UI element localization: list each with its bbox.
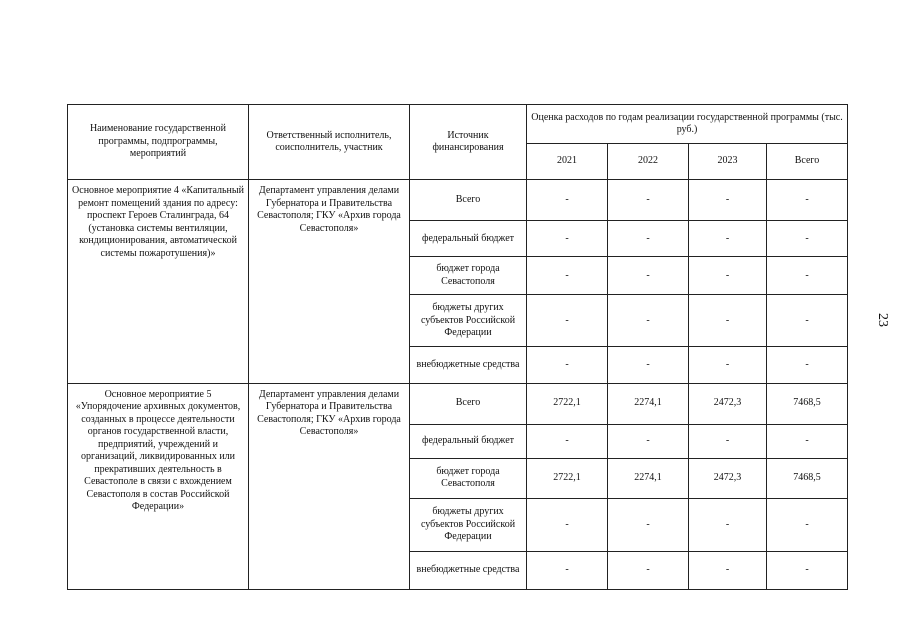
value-cell: - [767,257,848,295]
value-cell: - [689,498,767,551]
value-cell: - [689,424,767,458]
value-cell: - [767,498,848,551]
value-cell: - [767,424,848,458]
measure-name: Основное мероприятие 5 «Упорядочение архивных документов, созданных в процессе деятельности органов государственной власти, предприятий, учреждений и организаций, ликвидированных или прекративших деятельность в Севастополе в связи с вхождением Севастополя в состав Российской Федерации» [68,383,249,589]
header-year: 2023 [689,144,767,180]
funding-source: бюджеты других субъектов Российской Федерации [410,295,527,347]
value-cell: - [527,257,608,295]
value-cell: - [608,221,689,257]
measure-name: Основное мероприятие 4 «Капитальный ремонт помещений здания по адресу: проспект Героев Сталинграда, 64 (установка системы вентиляции, кондиционирования, автоматической системы пожаротушения)» [68,180,249,383]
value-cell: 2722,1 [527,458,608,498]
header-name: Наименование государственной программы, подпрограммы, мероприятий [68,105,249,180]
value-cell: - [527,180,608,221]
value-cell: - [767,180,848,221]
value-cell: - [689,257,767,295]
value-cell: 7468,5 [767,458,848,498]
value-cell: - [608,424,689,458]
value-cell: - [527,221,608,257]
value-cell: - [608,347,689,383]
page-number: 23 [875,313,890,327]
value-cell: - [527,295,608,347]
value-cell: - [689,295,767,347]
table-row [68,180,848,221]
funding-source: федеральный бюджет [410,424,527,458]
header-year: 2021 [527,144,608,180]
header-year: 2022 [608,144,689,180]
header-source: Источник финансирования [410,105,527,180]
value-cell: - [689,180,767,221]
value-cell: - [689,551,767,589]
value-cell: - [608,257,689,295]
value-cell: 7468,5 [767,383,848,424]
funding-source: бюджет города Севастополя [410,458,527,498]
value-cell: - [767,295,848,347]
value-cell: - [767,221,848,257]
value-cell: - [689,221,767,257]
value-cell: - [527,424,608,458]
value-cell: 2274,1 [608,383,689,424]
value-cell: 2472,3 [689,458,767,498]
measure-executor: Департамент управления делами Губернатора и Правительства Севастополя; ГКУ «Архив города Севастополя» [249,383,410,589]
value-cell: - [608,551,689,589]
value-cell: 2722,1 [527,383,608,424]
funding-source: бюджет города Севастополя [410,257,527,295]
value-cell: - [767,347,848,383]
funding-source: Всего [410,180,527,221]
value-cell: - [689,347,767,383]
header-row-1 [68,105,848,144]
value-cell: - [767,551,848,589]
funding-source: Всего [410,383,527,424]
funding-source: бюджеты других субъектов Российской Федерации [410,498,527,551]
expenditure-table [67,104,848,590]
value-cell: - [608,498,689,551]
value-cell: - [527,498,608,551]
value-cell: - [608,295,689,347]
funding-source: внебюджетные средства [410,551,527,589]
value-cell: - [608,180,689,221]
header-estimate: Оценка расходов по годам реализации государственной программы (тыс. руб.) [527,105,848,144]
value-cell: 2274,1 [608,458,689,498]
table-row [68,383,848,424]
measure-executor: Департамент управления делами Губернатора и Правительства Севастополя; ГКУ «Архив города Севастополя» [249,180,410,383]
funding-source: внебюджетные средства [410,347,527,383]
funding-source: федеральный бюджет [410,221,527,257]
value-cell: - [527,347,608,383]
header-executor: Ответственный исполнитель, соисполнитель, участник [249,105,410,180]
header-total: Всего [767,144,848,180]
value-cell: 2472,3 [689,383,767,424]
value-cell: - [527,551,608,589]
